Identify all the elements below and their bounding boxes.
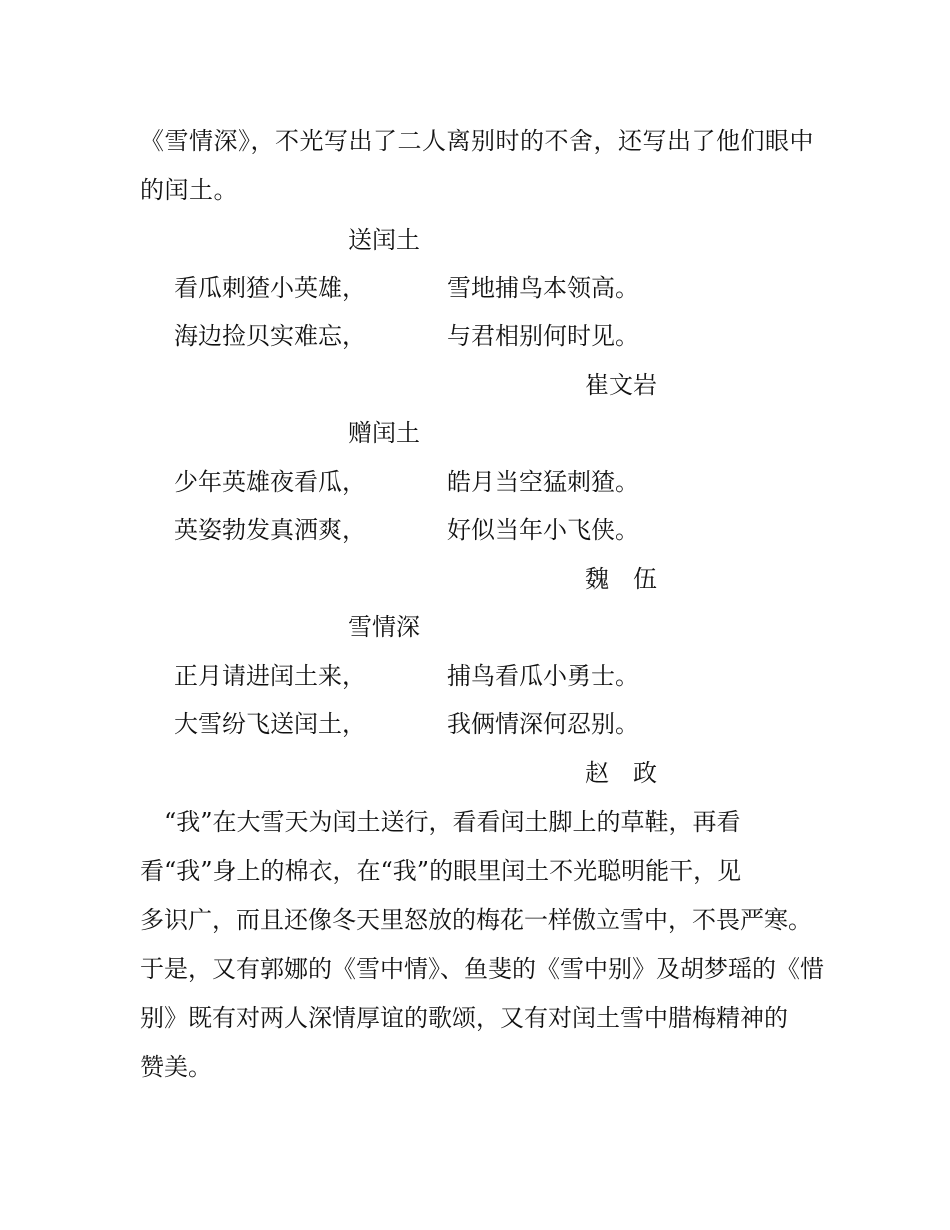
poem-1-line-1-left: 看瓜刺猹小英雄，	[174, 274, 366, 302]
poem-title-1: 送闰土	[348, 226, 420, 254]
poem-3-line-2-left: 大雪纷飞送闰土，	[174, 710, 366, 738]
intro-line-2: 的闰土。	[140, 176, 238, 204]
poem-1-line-1-right: 雪地捕鸟本领高。	[447, 274, 639, 302]
poem-2-line-1-left: 少年英雄夜看瓜，	[174, 468, 366, 496]
poem-2-line-2-left: 英姿勃发真洒爽，	[174, 516, 366, 544]
poem-2-line-2-right: 好似当年小飞侠。	[447, 516, 639, 544]
poem-2-line-1-right: 皓月当空猛刺猹。	[447, 468, 639, 496]
paragraph-line-4: 于是，又有郭娜的《雪中情》、鱼斐的《雪中别》及胡梦瑶的《惜	[140, 955, 824, 983]
poem-author-1: 崔文岩	[585, 371, 657, 399]
poem-title-3: 雪情深	[348, 613, 420, 641]
poem-1-line-2-right: 与君相别何时见。	[447, 322, 639, 350]
poem-3-line-1-left: 正月请进闰土来，	[174, 662, 366, 690]
poem-1-line-2-left: 海边捡贝实难忘，	[174, 322, 366, 350]
poem-title-2: 赠闰土	[348, 419, 420, 447]
paragraph-line-2: 看“我”身上的棉衣，在“我”的眼里闰土不光聪明能干，见	[140, 857, 742, 885]
poem-3-line-1-right: 捕鸟看瓜小勇士。	[447, 662, 639, 690]
poem-3-line-2-right: 我俩情深何忍别。	[447, 710, 639, 738]
paragraph-line-3: 多识广，而且还像冬天里怒放的梅花一样傲立雪中，不畏严寒。	[140, 906, 812, 934]
paragraph-line-1: “我”在大雪天为闰土送行，看看闰土脚上的草鞋，再看	[140, 808, 741, 836]
poem-author-3: 赵 政	[585, 759, 657, 787]
intro-line-1: 《雪情深》，不光写出了二人离别时的不舍，还写出了他们眼中	[140, 127, 814, 155]
poem-author-2: 魏 伍	[585, 565, 657, 593]
paragraph-line-6: 赞美。	[140, 1053, 212, 1081]
paragraph-line-5: 别》既有对两人深情厚谊的歌颂，又有对闰土雪中腊梅精神的	[140, 1004, 788, 1032]
